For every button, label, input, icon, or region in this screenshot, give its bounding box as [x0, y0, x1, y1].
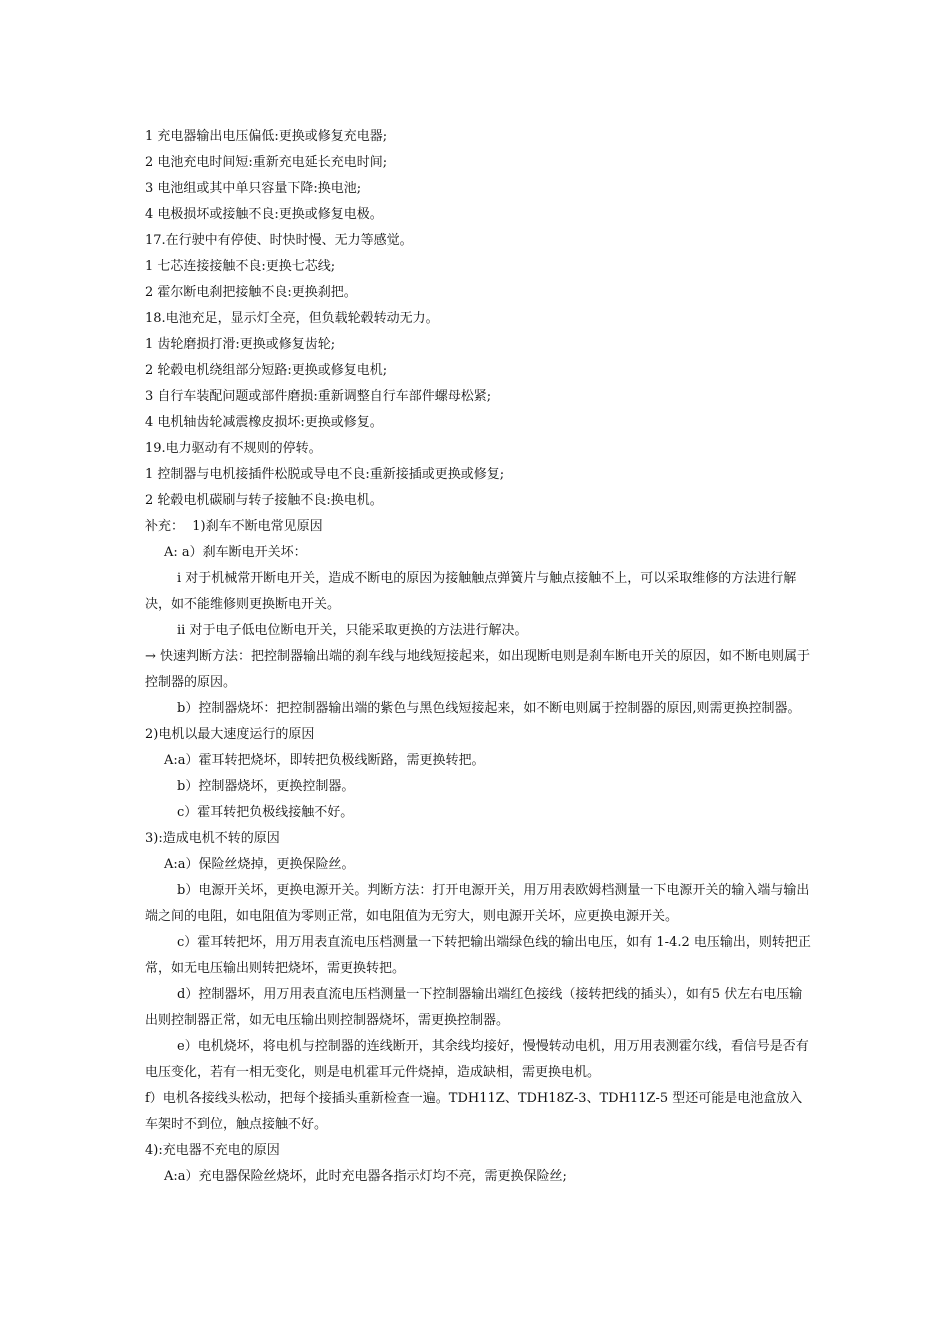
text-line: f）电机各接线头松动，把每个接插头重新检查一遍。TDH11Z、TDH18Z-3、TDH11Z-5 型还可能是电池盒放入车架时不到位，触点接触不好。 [145, 1091, 803, 1132]
text-line: 1 充电器输出电压偏低:更换或修复充电器; [145, 129, 388, 144]
text-line: 2 电池充电时间短:重新充电延长充电时间; [145, 155, 388, 170]
text-line: ii 对于电子低电位断电开关，只能采取更换的方法进行解决。 [177, 623, 528, 638]
text-line: d）控制器坏，用万用表直流电压档测量一下控制器输出端红色接线（接转把线的插头），如有5 伏左右电压输出则控制器正常，如无电压输出则控制器烧坏，需更换控制器。 [145, 987, 803, 1028]
text-line: e）电机烧坏，将电机与控制器的连线断开，其余线均接好，慢慢转动电机，用万用表测霍尔线，看信号是否有电压变化，若有一相无变化，则是电机霍耳元件烧掉，造成缺相，需更换电机。 [145, 1039, 809, 1080]
text-line: b）电源开关坏，更换电源开关。判断方法：打开电源开关，用万用表欧姆档测量一下电源开关的输入端与输出端之间的电阻，如电阻值为零则正常，如电阻值为无穷大，则电源开关坏，应更换电源开关。 [145, 883, 810, 924]
text-line: 1 齿轮磨损打滑:更换或修复齿轮; [145, 337, 336, 352]
text-line: 19.电力驱动有不规则的停转。 [145, 441, 322, 456]
text-line: c）霍耳转把坏，用万用表直流电压档测量一下转把输出端绿色线的输出电压，如有 1-4.2 电压输出，则转把正常，如无电压输出则转把烧坏，需更换转把。 [145, 935, 811, 976]
text-line: A: a）刹车断电开关坏： [164, 545, 307, 560]
text-line: A:a）充电器保险丝烧坏，此时充电器各指示灯均不亮，需更换保险丝; [164, 1169, 567, 1184]
text-line: 2 轮毂电机绕组部分短路:更换或修复电机; [145, 363, 388, 378]
document-body [145, 124, 813, 1190]
text-line: 2 霍尔断电刹把接触不良:更换刹把。 [145, 285, 357, 300]
text-line: A:a）保险丝烧掉，更换保险丝。 [164, 857, 355, 872]
text-line: 3):造成电机不转的原因 [145, 831, 280, 846]
text-line: c）霍耳转把负极线接触不好。 [177, 805, 354, 820]
text-line: 补充： 1)刹车不断电常见原因 [145, 519, 323, 534]
text-line: 1 控制器与电机接插件松脱或导电不良:重新接插或更换或修复; [145, 467, 505, 482]
text-line: 2)电机以最大速度运行的原因 [145, 727, 315, 742]
text-line: 1 七芯连接接触不良:更换七芯线; [145, 259, 336, 274]
text-line: i 对于机械常开断电开关，造成不断电的原因为接触触点弹簧片与触点接触不上，可以采取维修的方法进行解决，如不能维修则更换断电开关。 [145, 571, 797, 612]
text-line: 4 电机轴齿轮减震橡皮损坏:更换或修复。 [145, 415, 383, 430]
text-line: A:a）霍耳转把烧坏，即转把负极线断路，需更换转把。 [164, 753, 485, 768]
text-line: 4 电极损坏或接触不良:更换或修复电极。 [145, 207, 383, 222]
text-line: 17.在行驶中有停使、时快时慢、无力等感觉。 [145, 233, 413, 248]
text-line: 2 轮毂电机碳刷与转子接触不良:换电机。 [145, 493, 383, 508]
text-line: 4):充电器不充电的原因 [145, 1143, 280, 1158]
text-line: 3 电池组或其中单只容量下降:换电池; [145, 181, 362, 196]
text-line: b）控制器烧坏：把控制器输出端的紫色与黑色线短接起来，如不断电则属于控制器的原因,则需更换控制器。 [177, 701, 801, 716]
text-line: 18.电池充足，显示灯全亮，但负载轮毂转动无力。 [145, 311, 439, 326]
text-line: b）控制器烧坏，更换控制器。 [177, 779, 355, 794]
text-line: → 快速判断方法：把控制器输出端的刹车线与地线短接起来，如出现断电则是刹车断电开关的原因，如不断电则属于控制器的原因。 [145, 649, 811, 690]
text-line: 3 自行车装配问题或部件磨损:重新调整自行车部件螺母松紧; [145, 389, 492, 404]
